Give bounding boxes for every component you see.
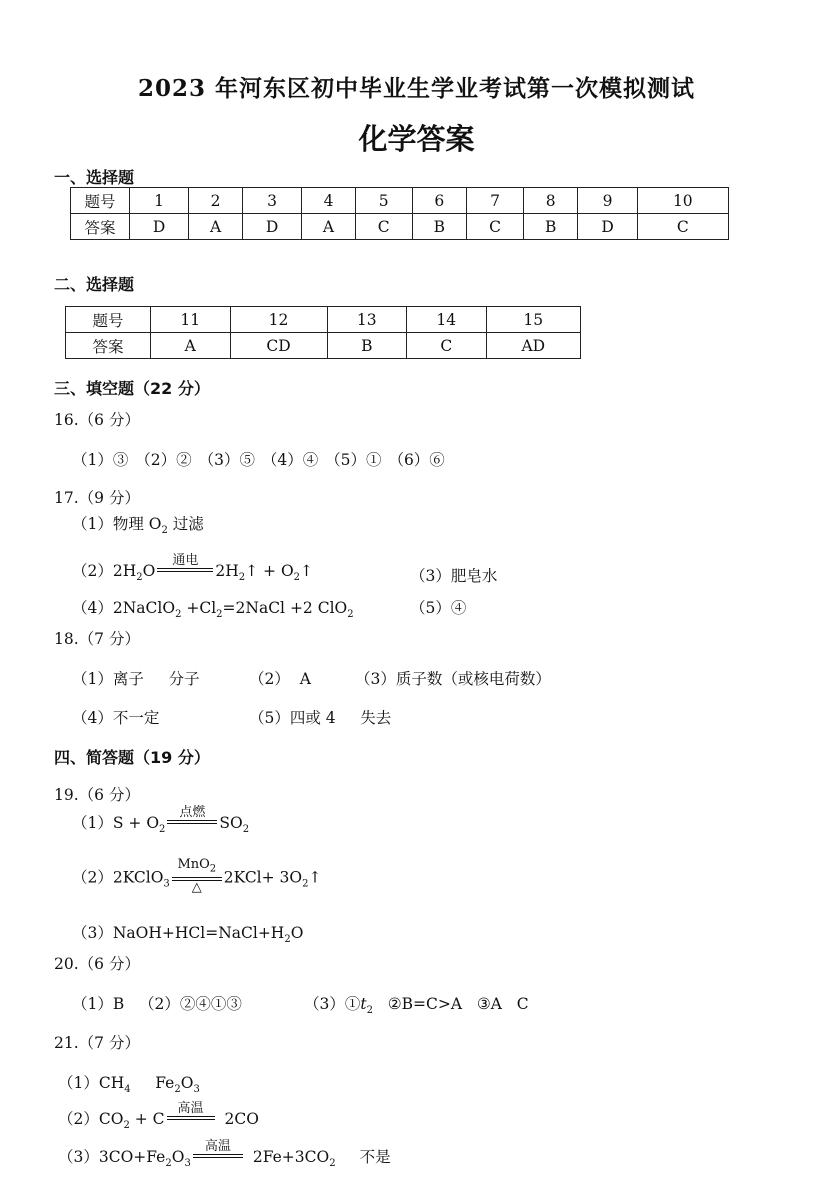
section4-heading: 四、简答题（19 分） [54,748,210,767]
q18-part5: （5）四或 4 失去 [249,709,392,727]
answer-cell: D [242,214,301,240]
q17-part2: $(2)2H_2O$ 通电 $2H_2↑$ + $O_2↑$ [72,556,313,588]
question-number-cell: 12 [230,307,327,333]
answer-cell: B [523,214,578,240]
q21-part2: $(2)CO_2 + C$ 高温 2CO [58,1104,259,1136]
answer-cell: A [151,333,231,359]
row-label-answer: 答案 [66,333,151,359]
q16-head: 16.（6 分） [54,411,140,429]
q20-head: 20.（6 分） [54,955,140,973]
question-number-cell: 6 [412,188,467,214]
section1-heading: 一、选择题 [54,168,135,187]
reaction-condition: 高温 [167,1102,215,1134]
row-label-question: 题号 [66,307,151,333]
q18-part4: （4）不一定 [72,709,160,727]
answer-cell: B [412,214,467,240]
question-number-cell: 10 [637,188,728,214]
answer-cell: C [467,214,524,240]
reaction-condition: 点燃 [167,806,217,838]
q19-part3: $(3)NaOH+HCl=NaCl+H_2O$ [72,924,304,946]
q20-part1-2: （1）B （2）②④①③ [72,995,242,1013]
question-number-cell: 1 [130,188,189,214]
q17-part4: （4）2NaClO$_2$ $+Cl_2=2NaCl +2$ ClO$_2$ [72,599,354,621]
answer-cell: C [407,333,487,359]
row-label-question: 题号 [71,188,130,214]
section2-heading: 二、选择题 [54,275,135,294]
question-number-cell: 14 [407,307,487,333]
question-number-cell: 9 [578,188,637,214]
answer-cell: CD [230,333,327,359]
question-number-cell: 5 [355,188,412,214]
q21-part1: $(1)CH_4$ $Fe_2O_3$ [58,1074,200,1096]
q18-part3: （3）质子数（或核电荷数） [355,670,551,688]
q18-head: 18.（7 分） [54,630,140,648]
question-number-cell: 13 [327,307,407,333]
question-number-cell: 2 [189,188,243,214]
answer-cell: AD [486,333,580,359]
q19-part1: $(1)S + O_2$ 点燃 $SO_2$ [72,808,249,840]
q18-part1: （1）离子 分子 [72,670,200,688]
answer-table-2 [65,306,581,359]
reaction-condition: 高温 [193,1140,243,1172]
answer-cell: A [302,214,356,240]
q17-part5: （5）④ [410,599,467,617]
answer-cell: C [637,214,728,240]
q21-part3: $(3)3CO+Fe_2O_3$ 高温 $2Fe+3CO_2$ 不是 [58,1142,391,1174]
document-title: 2023 年河东区初中毕业生学业考试第一次模拟测试 [137,75,696,102]
question-number-cell: 11 [151,307,231,333]
answer-cell: C [355,214,412,240]
section3-heading: 三、填空题（22 分） [54,379,210,398]
q19-part2: （2）2KClO$_3$ MnO$_2$ △ $2KCl+ 3O_2↑$ [72,857,322,895]
answer-table-1 [70,187,729,240]
row-label-answer: 答案 [71,214,130,240]
question-number-cell: 7 [467,188,524,214]
question-number-cell: 3 [242,188,301,214]
question-number-cell: 4 [302,188,356,214]
answer-cell: A [189,214,243,240]
answer-cell: D [578,214,637,240]
q21-head: 21.（7 分） [54,1034,140,1052]
q17-part3: （3）肥皂水 [410,567,498,585]
answer-cell: B [327,333,407,359]
reaction-condition: MnO$_2$ △ [172,858,222,895]
q17-part1: （1）物理 $O_2$ 过滤 [72,515,204,537]
q19-head: 19.（6 分） [54,786,140,804]
q17-head: 17.（9 分） [54,489,140,507]
q18-part2: （2） A [249,670,311,688]
answer-cell: D [130,214,189,240]
question-number-cell: 8 [523,188,578,214]
q20-part3: $(3)①t_2$ ②B=C>A ③A C [304,995,529,1017]
q16-answers: （1）③ （2）② （3）⑤ （4）④ （5）① （6）⑥ [72,451,445,469]
reaction-condition: 通电 [157,554,213,586]
document-subtitle: 化学答案 [358,122,475,156]
question-number-cell: 15 [486,307,580,333]
